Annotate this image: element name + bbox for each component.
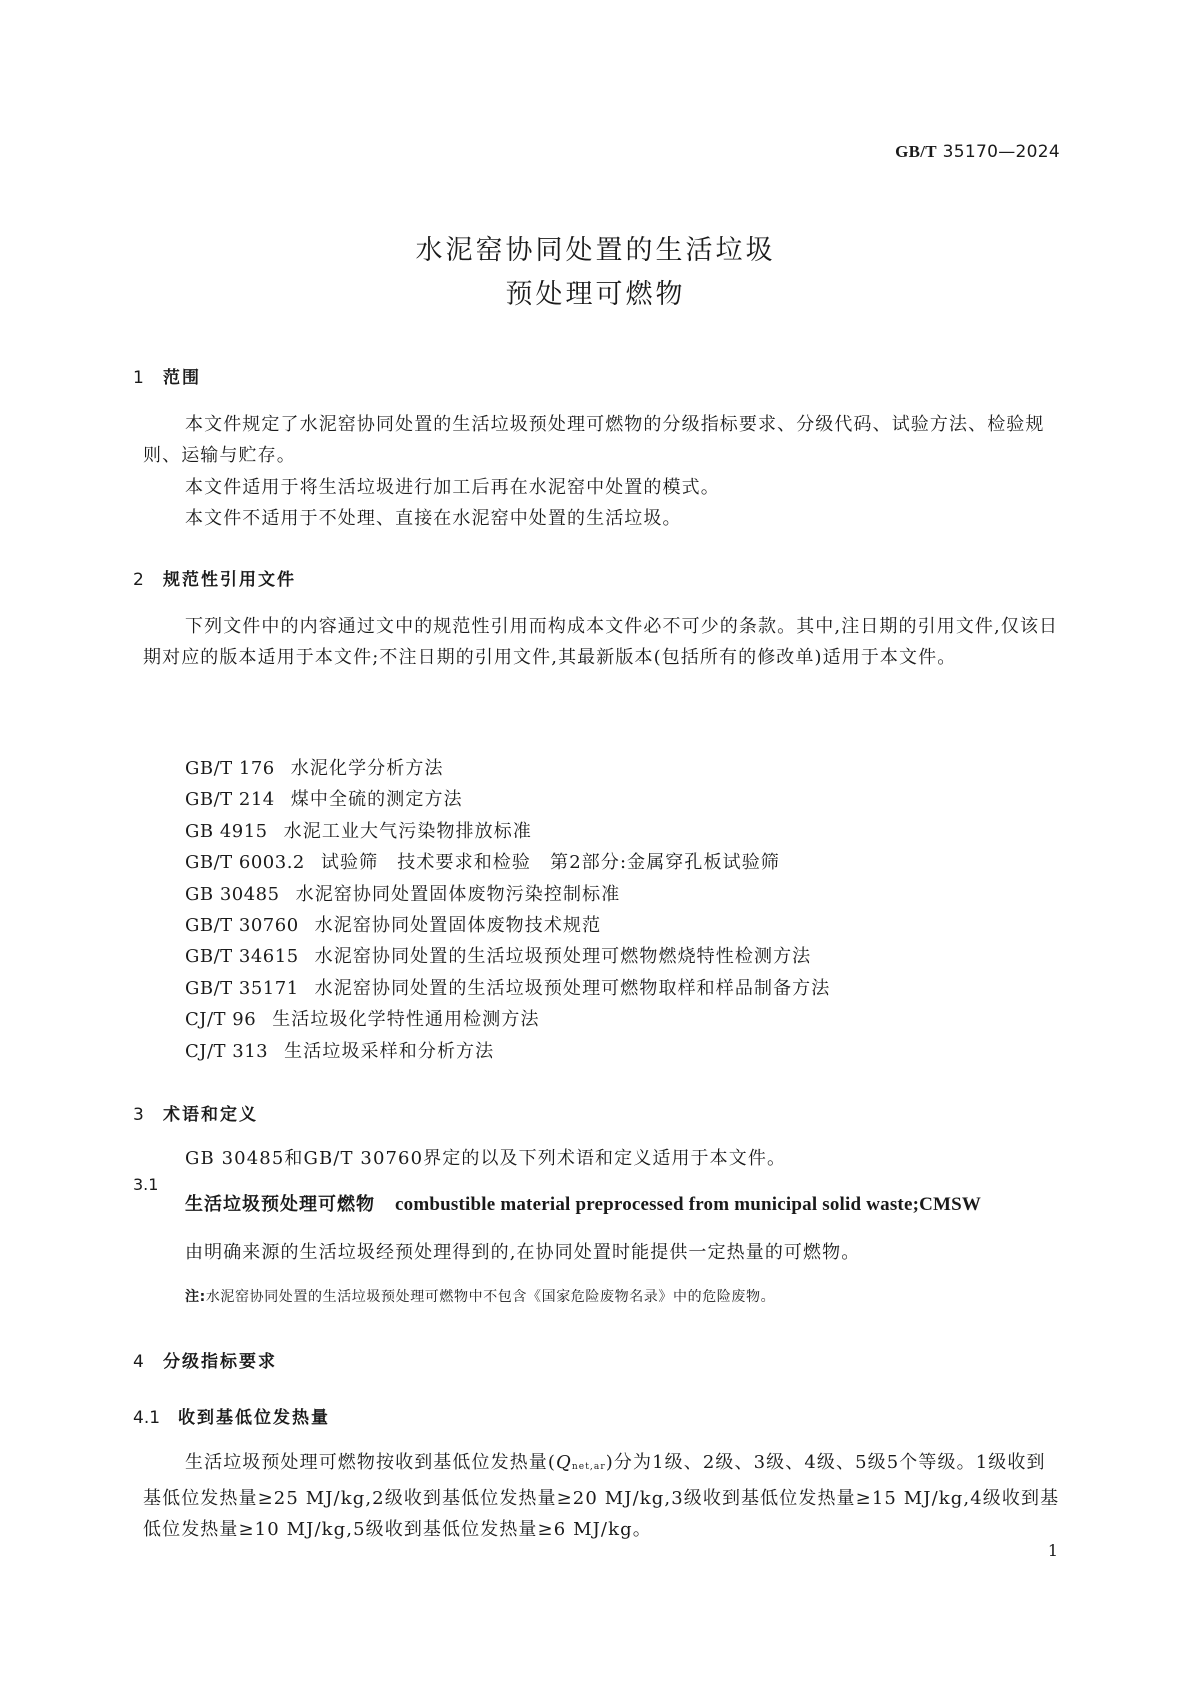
section-1-heading xyxy=(133,363,201,388)
reference-title: 试验筛 技术要求和检验 第2部分:金属穿孔板试验筛 xyxy=(320,852,780,874)
section-title: 术语和定义 xyxy=(163,1105,258,1125)
reference-title: 水泥化学分析方法 xyxy=(290,758,444,779)
reference-code: GB/T 6003.2 xyxy=(185,852,305,874)
reference-item xyxy=(185,911,830,942)
section-number: 1 xyxy=(133,368,144,388)
reference-code: GB 4915 xyxy=(185,820,268,842)
term-entry xyxy=(185,1190,981,1216)
section-1-paragraph-1: 本文件规定了水泥窑协同处置的生活垃圾预处理可燃物的分级指标要求、分级代码、试验方法、检验规则、运输与贮存。 xyxy=(143,414,1045,466)
reference-code: GB/T 30760 xyxy=(185,914,299,936)
reference-code: GB/T 34615 xyxy=(185,946,299,968)
section-title: 规范性引用文件 xyxy=(163,570,296,590)
reference-code: GB/T 176 xyxy=(185,758,275,779)
subsection-title: 收到基低位发热量 xyxy=(178,1408,330,1428)
reference-title: 水泥窑协同处置的生活垃圾预处理可燃物取样和样品制备方法 xyxy=(314,977,831,999)
section-4-heading xyxy=(133,1347,277,1372)
section-1-paragraph-3: 本文件不适用于不处理、直接在水泥窑中处置的生活垃圾。 xyxy=(185,508,682,529)
reference-item xyxy=(185,1037,830,1068)
section-3-heading xyxy=(133,1100,258,1125)
reference-item xyxy=(185,880,830,911)
normative-references-list xyxy=(185,754,830,1068)
term-note xyxy=(185,1286,775,1306)
reference-code: GB/T 35171 xyxy=(185,977,299,999)
term-chinese: 生活垃圾预处理可燃物 xyxy=(185,1194,375,1215)
paragraph-text-a: 生活垃圾预处理可燃物按收到基低位发热量( xyxy=(185,1452,557,1473)
standard-code xyxy=(895,142,1060,162)
paragraph-text-b: )分为1级、2级、3级、4级、5级5个等级。1级收到基低位发热量≥25 MJ/kg,2级收到基低位发热量≥20 MJ/kg,3级收到基低位发热量≥15 MJ/kg,4级收到基低位发热量≥10 MJ/kg,5级收到基低位发热量≥6 MJ/kg。 xyxy=(143,1452,1060,1540)
reference-item xyxy=(185,785,830,816)
note-text: 水泥窑协同处置的生活垃圾预处理可燃物中不包含《国家危险废物名录》中的危险废物。 xyxy=(205,1289,776,1305)
section-3-intro: GB 30485和GB/T 30760界定的以及下列术语和定义适用于本文件。 xyxy=(185,1148,787,1169)
subsection-4-1-paragraph xyxy=(143,1447,1062,1545)
subsection-number: 4.1 xyxy=(133,1408,161,1428)
standard-prefix: GB/T xyxy=(895,142,937,161)
page-number: 1 xyxy=(1047,1541,1058,1560)
reference-item xyxy=(185,754,830,785)
section-number: 4 xyxy=(133,1352,144,1372)
note-label: 注: xyxy=(185,1289,206,1305)
section-number: 2 xyxy=(133,570,144,590)
reference-code: GB/T 214 xyxy=(185,789,275,811)
reference-title: 生活垃圾化学特性通用检测方法 xyxy=(272,1009,540,1031)
term-definition: 由明确来源的生活垃圾经预处理得到的,在协同处置时能提供一定热量的可燃物。 xyxy=(185,1242,861,1263)
document-title-line1: 水泥窑协同处置的生活垃圾 xyxy=(415,235,776,266)
section-2-intro: 下列文件中的内容通过文中的规范性引用而构成本文件必不可少的条款。其中,注日期的引用文件,仅该日期对应的版本适用于本文件;不注日期的引用文件,其最新版本(包括所有的修改单)适用于本文件。 xyxy=(143,616,1059,668)
q-symbol: Q xyxy=(556,1452,572,1473)
section-title: 分级指标要求 xyxy=(163,1352,277,1372)
reference-title: 水泥窑协同处置固体废物技术规范 xyxy=(314,914,602,936)
reference-item xyxy=(185,1005,830,1036)
reference-title: 生活垃圾采样和分析方法 xyxy=(284,1040,495,1062)
term-english: combustible material preprocessed from municipal solid waste;CMSW xyxy=(395,1194,982,1215)
reference-title: 煤中全硫的测定方法 xyxy=(290,789,463,811)
section-2-heading xyxy=(133,565,296,590)
reference-item xyxy=(185,817,830,848)
section-title: 范围 xyxy=(163,368,201,388)
reference-code: CJ/T 313 xyxy=(185,1040,269,1062)
reference-title: 水泥工业大气污染物排放标准 xyxy=(283,820,532,842)
q-subscript: net,ar xyxy=(571,1462,606,1472)
section-number: 3 xyxy=(133,1105,144,1125)
reference-item xyxy=(185,974,830,1005)
reference-title: 水泥窑协同处置的生活垃圾预处理可燃物燃烧特性检测方法 xyxy=(314,946,812,968)
reference-item xyxy=(185,848,830,879)
section-1-paragraph-2: 本文件适用于将生活垃圾进行加工后再在水泥窑中处置的模式。 xyxy=(185,477,720,498)
reference-code: GB 30485 xyxy=(185,883,280,905)
reference-code: CJ/T 96 xyxy=(185,1009,257,1031)
reference-title: 水泥窑协同处置固体废物污染控制标准 xyxy=(295,883,621,905)
term-number: 3.1 xyxy=(133,1175,159,1194)
document-title-line2: 预处理可燃物 xyxy=(505,279,686,310)
standard-number: 35170—2024 xyxy=(942,142,1060,162)
reference-item xyxy=(185,942,830,973)
subsection-4-1-heading xyxy=(133,1403,330,1428)
